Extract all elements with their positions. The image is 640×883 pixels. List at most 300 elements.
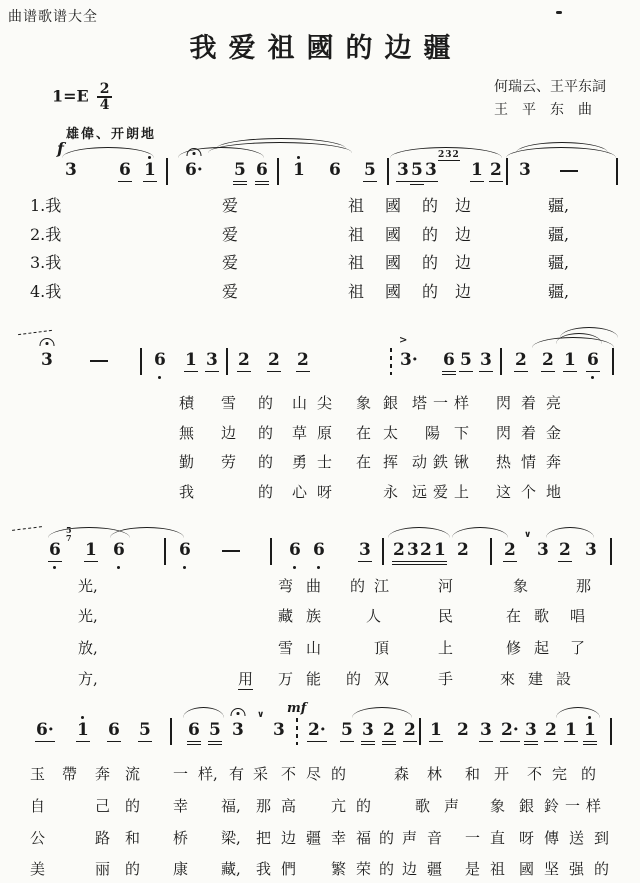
- note: 6: [329, 160, 341, 180]
- note: 5: [209, 720, 221, 740]
- slur-arc: [388, 527, 450, 538]
- grace-notes: 232: [438, 150, 460, 160]
- note: 2: [504, 540, 516, 560]
- slur-arc: [62, 147, 154, 158]
- lyric-word: 歌: [534, 607, 550, 625]
- lyric-word: 的: [379, 829, 395, 847]
- lyric-word: 下: [454, 424, 470, 442]
- lyric-word: 流: [125, 765, 141, 783]
- lyric-word: 动: [412, 453, 428, 471]
- lyric-word: 强: [569, 860, 585, 878]
- lyric-word: 在: [356, 424, 372, 442]
- note: 3: [425, 160, 437, 180]
- lyric-word: 用: [238, 670, 254, 688]
- lyric-word: 修: [506, 639, 522, 657]
- lyric-word: 藏,: [221, 860, 241, 878]
- lyric-word: 美: [30, 860, 46, 878]
- slur-arc: [556, 707, 600, 718]
- lyric-word: 采: [253, 765, 269, 783]
- lyric-word: 金: [546, 424, 562, 442]
- lyric-word: 的: [594, 860, 610, 878]
- lyric-word: 热: [496, 453, 512, 471]
- note: 3· >: [399, 335, 418, 370]
- note: 1: [565, 720, 577, 740]
- lyric-word: 疆,: [548, 225, 570, 244]
- note: 3: [273, 720, 285, 740]
- lyric-word: 的: [258, 394, 274, 412]
- lyric-word: 的: [356, 797, 372, 815]
- note: 3: [525, 720, 537, 740]
- note: 2: [238, 350, 250, 370]
- lyric-word: 1.我: [30, 196, 62, 215]
- lyric-word: 的: [422, 196, 439, 215]
- lyric-word: 个: [521, 483, 537, 501]
- lyric-word: 山: [292, 394, 308, 412]
- lyric-word: 方,: [78, 670, 98, 688]
- lyric-word: 族: [306, 607, 322, 625]
- lyric-word: 着: [521, 424, 537, 442]
- lyric-word: 上: [454, 483, 470, 501]
- lyric-word: 勇: [292, 453, 308, 471]
- note: 3: [407, 540, 419, 560]
- lyric-word: 帶: [62, 765, 78, 783]
- lyric-word: 鉄: [433, 453, 449, 471]
- lyric-word: 边: [221, 424, 237, 442]
- slur-arc: [452, 527, 508, 538]
- lyric-word: 有: [229, 765, 245, 783]
- lyric-word: 來: [500, 670, 516, 688]
- note: 2: [515, 350, 527, 370]
- lyric-word: 那: [256, 797, 272, 815]
- lyric-word: 路: [95, 829, 111, 847]
- octave-dot-below: [317, 566, 320, 569]
- slur-arc: [110, 527, 184, 538]
- barline: [500, 348, 502, 375]
- lyric-word: 锹: [454, 453, 470, 471]
- lyric-word: 福,: [221, 797, 241, 815]
- site-watermark: 曲谱歌谱大全: [8, 9, 98, 25]
- note: 3: [480, 720, 492, 740]
- duration-dash: [222, 550, 240, 552]
- barline: [296, 718, 298, 745]
- lyric-word: 國: [385, 253, 402, 272]
- note: 6: [256, 160, 268, 180]
- lyric-word: 我: [256, 860, 272, 878]
- lyric-word: 閃: [496, 424, 512, 442]
- note: 1: [292, 162, 306, 179]
- lyric-word: 疆: [306, 829, 322, 847]
- note: 3: [206, 350, 218, 370]
- note: 5: [341, 720, 353, 740]
- barline: [140, 348, 142, 375]
- lyric-word: 的: [422, 282, 439, 301]
- lyric-word: 把: [256, 829, 272, 847]
- grace-notes: 5 7: [66, 525, 72, 543]
- lyric-word: 河: [438, 577, 454, 595]
- lyric-word: 完: [552, 765, 568, 783]
- barline: [382, 538, 384, 565]
- lyricist-credit: 何瑞云、王平东詞: [494, 79, 606, 95]
- lyric-word: 起: [534, 639, 550, 657]
- lyric-word: 亢: [331, 797, 347, 815]
- lyric-word: 不: [281, 765, 297, 783]
- lyric-word: 勤: [179, 453, 195, 471]
- slur-arc: [546, 527, 594, 538]
- note: 6: [178, 542, 192, 559]
- lyric-word: 士: [317, 453, 333, 471]
- barline: [506, 158, 508, 185]
- lyric-word: 爱: [222, 282, 239, 301]
- lyric-word: 祖: [348, 196, 365, 215]
- lyric-word: 在: [506, 607, 522, 625]
- lyric-word: 森: [394, 765, 410, 783]
- meter-numerator: 2: [97, 82, 113, 98]
- lyric-word: 鈴: [544, 797, 560, 815]
- lyric-word: 公: [30, 829, 46, 847]
- note: 1: [76, 722, 90, 739]
- note: 6: [112, 542, 126, 559]
- lyric-word: 的: [422, 253, 439, 272]
- lyric-word: 山: [306, 639, 322, 657]
- note: 6: [153, 352, 167, 369]
- lyric-word: 一: [433, 394, 449, 412]
- lyric-word: 奔: [95, 765, 111, 783]
- octave-dot-below: [117, 566, 120, 569]
- note: 6: [108, 720, 120, 740]
- lyric-word: 傳: [544, 829, 560, 847]
- lyric-word: 远: [412, 483, 428, 501]
- note: 2: [383, 720, 395, 740]
- lyric-word: 挥: [383, 453, 399, 471]
- lyric-word: 陽: [425, 424, 441, 442]
- lyric-word: 爱: [222, 196, 239, 215]
- lyric-word: 象: [490, 797, 506, 815]
- fermata-icon: [39, 338, 54, 346]
- note: 2: [393, 540, 405, 560]
- lyric-word: 國: [385, 282, 402, 301]
- lyric-word: 和: [125, 829, 141, 847]
- lyric-word: 尖: [317, 394, 333, 412]
- lyric-word: 人: [366, 607, 382, 625]
- note: 6: [48, 542, 62, 559]
- lyric-word: 是: [465, 860, 481, 878]
- lyric-word: 双: [374, 670, 390, 688]
- note: 2: [542, 350, 554, 370]
- lyric-word: 康: [173, 860, 189, 878]
- lyric-word: 手: [438, 670, 454, 688]
- lyric-word: 爱: [222, 253, 239, 272]
- lyric-word: 祖: [490, 860, 506, 878]
- lyric-word: 國: [519, 860, 535, 878]
- lyric-word: 銀: [383, 394, 399, 412]
- note: 3: [480, 350, 492, 370]
- octave-dot-below: [293, 566, 296, 569]
- note: 3: [40, 352, 54, 369]
- lyric-word: 着: [521, 394, 537, 412]
- note: 5: [234, 160, 246, 180]
- lyric-word: 边: [455, 225, 472, 244]
- lyric-word: 坚: [544, 860, 560, 878]
- lyric-word: 的: [258, 424, 274, 442]
- note: 6: [188, 720, 200, 740]
- lyric-word: 音: [427, 829, 443, 847]
- lyric-word: 光,: [78, 577, 98, 595]
- lyric-word: 祖: [348, 282, 365, 301]
- note: 6·: [36, 720, 54, 740]
- lyric-word: 雪: [278, 639, 294, 657]
- note: 3: [519, 160, 531, 180]
- breath-mark: ∨: [257, 710, 265, 720]
- note: 2: [457, 720, 469, 740]
- lyric-word: 象: [356, 394, 372, 412]
- octave-dot-below: [158, 376, 161, 379]
- duration-dash: [560, 170, 578, 172]
- lyric-word: 自: [30, 797, 46, 815]
- lyric-word: 一: [565, 797, 581, 815]
- note: 5: [460, 350, 472, 370]
- note: 1: [471, 160, 483, 180]
- barline: [166, 158, 168, 185]
- lyric-word: 雪: [221, 394, 237, 412]
- lyric-word: 疆,: [548, 196, 570, 215]
- barline: [419, 718, 421, 745]
- slur-arc: [516, 142, 608, 153]
- lyric-word: 疆: [427, 860, 443, 878]
- slur-arc: [183, 707, 224, 718]
- lyric-word: 歌: [415, 797, 431, 815]
- barline: [390, 348, 392, 375]
- dynamic-mf-mark: mf: [287, 701, 307, 716]
- note: 1: [143, 162, 157, 179]
- note: 2: [490, 160, 502, 180]
- lyric-word: 万: [278, 670, 294, 688]
- lyric-word: 原: [317, 424, 333, 442]
- lyric-word: 疆,: [548, 253, 570, 272]
- lyric-word: 情: [521, 453, 537, 471]
- note: 1: [564, 350, 576, 370]
- note: 5: [364, 160, 376, 180]
- composer-credit: 王平东曲: [494, 102, 606, 118]
- lyric-word: 梁,: [221, 829, 241, 847]
- note: 2: [457, 540, 469, 560]
- note: 2: [297, 350, 309, 370]
- lyric-word: 一: [465, 829, 481, 847]
- lyric-word: 設: [556, 670, 572, 688]
- note: 2: [404, 720, 416, 740]
- song-title: 我爱祖國的边疆: [189, 33, 463, 64]
- lyric-word: 己: [95, 797, 111, 815]
- meter-denominator: 4: [99, 97, 110, 113]
- lyric-word: 建: [528, 670, 544, 688]
- barline: [387, 158, 389, 185]
- note: 1: [583, 722, 597, 739]
- tempo-marking: 雄偉、开朗地: [66, 127, 157, 142]
- slur-arc: [560, 327, 618, 338]
- lyric-word: 在: [356, 453, 372, 471]
- octave-dot-above: [297, 156, 300, 159]
- lyric-word: 的: [258, 453, 274, 471]
- lyric-word: 边: [455, 253, 472, 272]
- note: 6: [312, 542, 326, 559]
- lyric-word: 太: [383, 424, 399, 442]
- lyric-word: 的: [350, 577, 366, 595]
- lyric-word: 开: [494, 765, 510, 783]
- lyric-word: 放,: [78, 639, 98, 657]
- octave-dot-above: [81, 716, 84, 719]
- fermata-icon: [230, 708, 245, 716]
- lyric-word: 劳: [221, 453, 237, 471]
- note: 3: [537, 540, 549, 560]
- lyric-word: 我: [179, 483, 195, 501]
- lyric-word: 們: [281, 860, 297, 878]
- lyric-word: 声: [402, 829, 418, 847]
- lyric-word: 爱: [222, 225, 239, 244]
- barline: [270, 538, 272, 565]
- breath-mark: ∨: [524, 530, 532, 540]
- note: 3: [362, 720, 374, 740]
- key-text: 1=E: [52, 86, 89, 106]
- barline: [610, 538, 612, 565]
- lyric-word: 样,: [198, 765, 218, 783]
- barline: [612, 348, 614, 375]
- lyric-word: 草: [292, 424, 308, 442]
- accent-mark: >: [399, 335, 408, 346]
- lyric-word: 弯: [278, 577, 294, 595]
- note: 5: [411, 160, 423, 180]
- lyric-word: 唱: [570, 607, 586, 625]
- lyric-word: 的: [379, 860, 395, 878]
- lyric-word: 边: [402, 860, 418, 878]
- lyric-word: 藏: [278, 607, 294, 625]
- lyric-word: 永: [383, 483, 399, 501]
- lyric-word: 疆,: [548, 282, 570, 301]
- barline: [226, 348, 228, 375]
- lyric-word: 桥: [173, 829, 189, 847]
- lyric-word: 銀: [519, 797, 535, 815]
- lyric-word: 繁: [331, 860, 347, 878]
- lyric-word: 样: [454, 394, 470, 412]
- lyric-word: 幸: [331, 829, 347, 847]
- lyric-word: 積: [179, 394, 195, 412]
- lyric-word: 奔: [546, 453, 562, 471]
- lyric-word: 直: [490, 829, 506, 847]
- lyric-word: 的: [125, 860, 141, 878]
- lyric-word: 上: [438, 639, 454, 657]
- note: 1: [430, 720, 442, 740]
- lyric-word: 4.我: [30, 282, 62, 301]
- slur-arc: [352, 707, 412, 718]
- lyric-word: 和: [465, 765, 481, 783]
- lyric-word: 光,: [78, 607, 98, 625]
- lyric-word: 那: [576, 577, 592, 595]
- lyric-word: 的: [581, 765, 597, 783]
- lyric-word: 無: [179, 424, 195, 442]
- lyric-word: 的: [346, 670, 362, 688]
- lyric-word: 幸: [173, 797, 189, 815]
- lyric-word: 江: [374, 577, 390, 595]
- dynamic-forte-mark: f: [57, 139, 64, 158]
- note: 3: [585, 540, 597, 560]
- lyric-word: 荣: [356, 860, 372, 878]
- lyric-word: 頂: [374, 639, 390, 657]
- lyric-word: 地: [546, 483, 562, 501]
- note: 2: [420, 540, 432, 560]
- lyric-word: 丽: [95, 860, 111, 878]
- note: 6·: [184, 162, 204, 179]
- lyric-word: 的: [125, 797, 141, 815]
- note: 1: [85, 540, 97, 560]
- lyric-word: 心: [292, 483, 308, 501]
- lyric-word: 象: [513, 577, 529, 595]
- lyric-word: 呀: [519, 829, 535, 847]
- lyric-word: 了: [570, 639, 586, 657]
- lyric-word: 边: [281, 829, 297, 847]
- octave-dot-below: [53, 566, 56, 569]
- lyric-word: 能: [306, 670, 322, 688]
- note: 2: [268, 350, 280, 370]
- lyric-word: 尽: [306, 765, 322, 783]
- note: 2·: [501, 720, 519, 740]
- note: 2·: [308, 720, 326, 740]
- lyric-word: 的: [331, 765, 347, 783]
- barline: [164, 538, 166, 565]
- note: 6: [288, 542, 302, 559]
- tie-continuation: [12, 526, 42, 531]
- note: 1: [185, 350, 197, 370]
- lyric-word: 样: [586, 797, 602, 815]
- lyric-word: 3.我: [30, 253, 62, 272]
- barline: [170, 718, 172, 745]
- note: 3: [359, 540, 371, 560]
- lyric-word: 的: [422, 225, 439, 244]
- lyric-word: 边: [455, 196, 472, 215]
- note: 6: [443, 350, 455, 370]
- lyric-word: 祖: [348, 225, 365, 244]
- barline: [490, 538, 492, 565]
- lyric-word: 这: [496, 483, 512, 501]
- slur-arc: [216, 138, 346, 149]
- barline: [616, 158, 618, 185]
- lyric-word: 福: [356, 829, 372, 847]
- lyric-word: 民: [438, 607, 454, 625]
- barline: [277, 158, 279, 185]
- lyric-word: 國: [385, 225, 402, 244]
- lyric-word: 曲: [306, 577, 322, 595]
- slur-arc: [390, 147, 502, 158]
- lyric-word: 爱: [433, 483, 449, 501]
- note: 5: [139, 720, 151, 740]
- lyric-word: 玉: [30, 765, 46, 783]
- note: 2: [545, 720, 557, 740]
- lyric-word: 閃: [496, 394, 512, 412]
- duration-dash: [90, 360, 108, 362]
- lyric-word: 到: [594, 829, 610, 847]
- lyric-word: 送: [569, 829, 585, 847]
- lyric-word: 塔: [412, 394, 428, 412]
- tie-continuation: [18, 330, 52, 335]
- lyric-word: 高: [281, 797, 297, 815]
- octave-dot-below: [591, 376, 594, 379]
- octave-dot-below: [183, 566, 186, 569]
- note: 3: [231, 722, 245, 739]
- lyric-word: 祖: [348, 253, 365, 272]
- lyric-word: 声: [444, 797, 460, 815]
- note: 6: [586, 352, 600, 369]
- barline: [610, 718, 612, 745]
- note: 2: [559, 540, 571, 560]
- lyric-word: 2.我: [30, 225, 62, 244]
- note: 3: [65, 160, 77, 180]
